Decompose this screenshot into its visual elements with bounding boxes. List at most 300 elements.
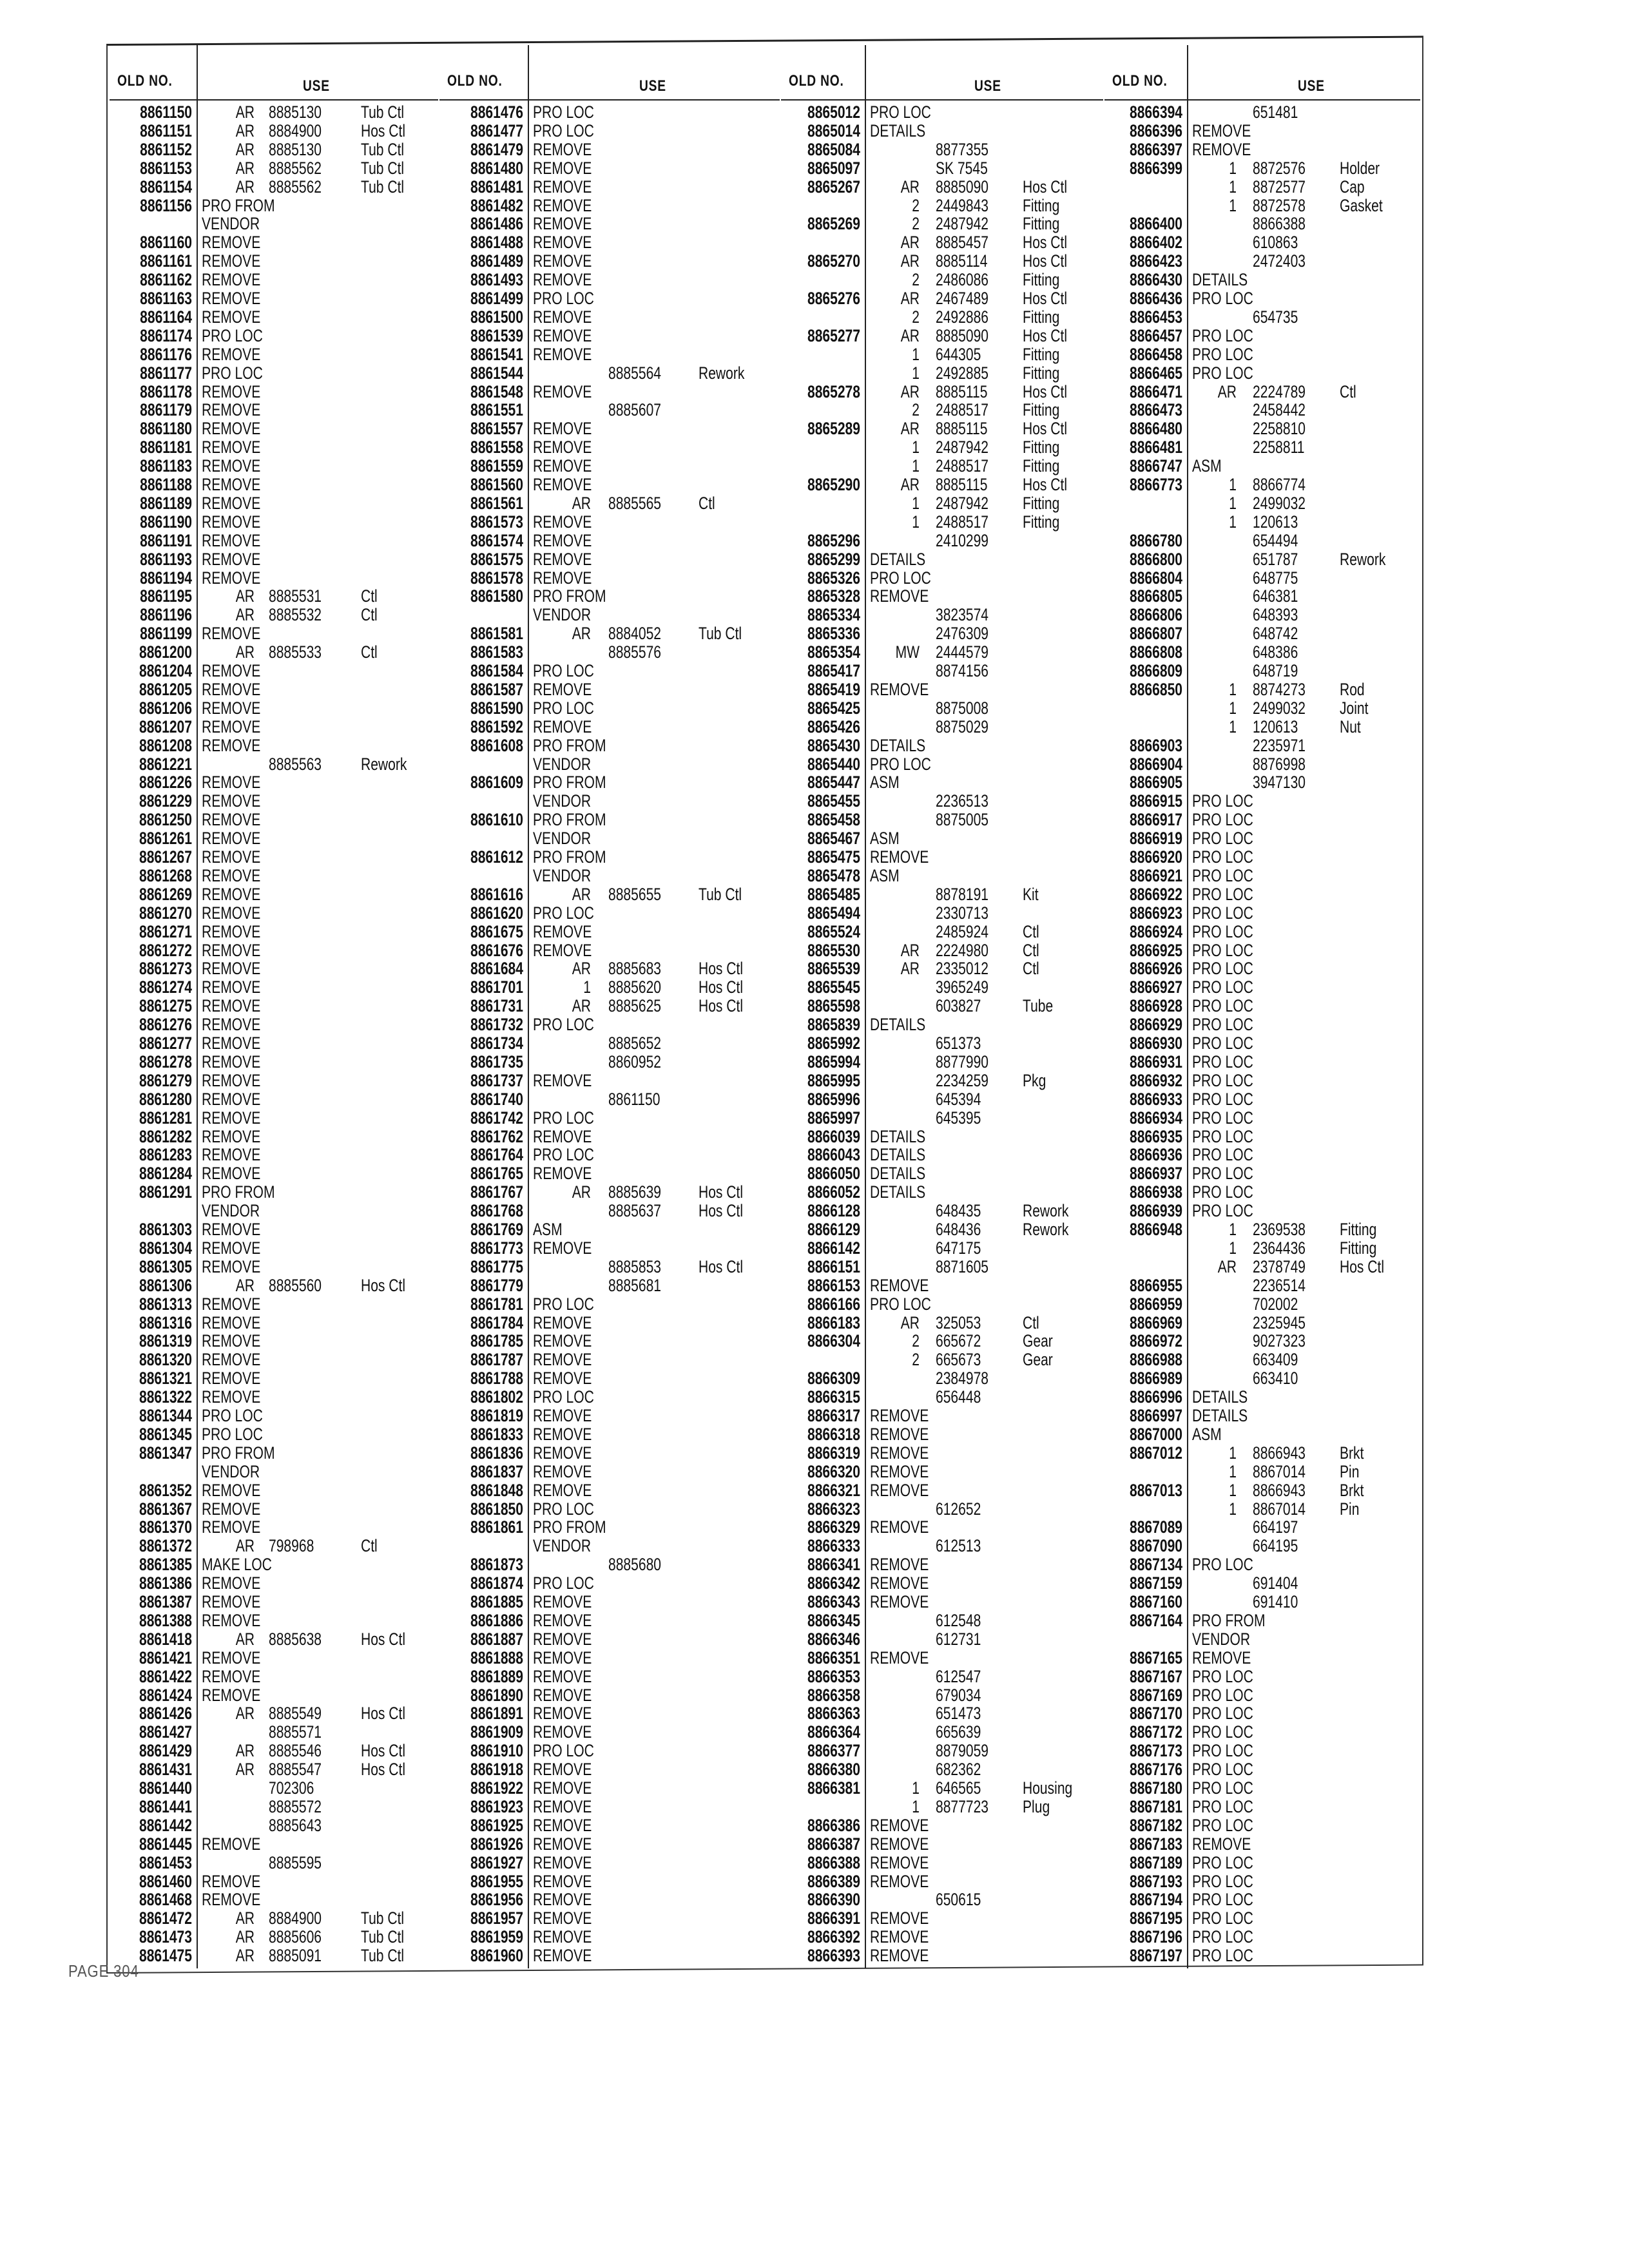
quantity: AR — [235, 1704, 255, 1724]
use-note: DETAILS — [870, 1126, 926, 1146]
new-number: 120613 — [1253, 716, 1298, 736]
description: Hos Ctl — [1023, 381, 1068, 401]
old-number: 8866939 — [1130, 1201, 1182, 1221]
quantity: AR — [235, 1946, 255, 1966]
quantity: 2 — [912, 270, 920, 290]
old-number: 8861291 — [139, 1182, 192, 1202]
use-note: VENDOR — [533, 791, 592, 811]
use-note: REMOVE — [533, 1908, 592, 1928]
new-number: 8885638 — [269, 1629, 322, 1649]
description: Fitting — [1023, 270, 1060, 290]
use-note: PRO LOC — [533, 1294, 594, 1314]
old-number: 8866989 — [1130, 1369, 1182, 1389]
use-note: REMOVE — [533, 1312, 592, 1332]
old-number: 8866343 — [807, 1592, 860, 1611]
description: Rework — [699, 363, 745, 383]
old-number: 8866153 — [807, 1275, 860, 1295]
use-note: REMOVE — [202, 419, 261, 439]
use-note: PRO LOC — [1192, 363, 1253, 383]
old-no-divider — [528, 45, 529, 1968]
old-number: 8865478 — [807, 865, 860, 885]
new-number: 8885130 — [269, 102, 322, 122]
use-note: PRO LOC — [533, 1015, 594, 1035]
new-number: 648386 — [1253, 642, 1298, 662]
new-number: 8876998 — [1253, 754, 1306, 774]
new-number: 682362 — [936, 1760, 981, 1780]
old-number: 8867197 — [1130, 1946, 1182, 1966]
old-number: 8866850 — [1130, 679, 1182, 699]
old-number: 8866387 — [807, 1834, 860, 1854]
new-number: 8874156 — [936, 661, 988, 680]
old-number: 8867167 — [1130, 1666, 1182, 1686]
new-number: 8885652 — [608, 1033, 661, 1053]
new-number: 2487942 — [936, 493, 988, 513]
quantity: AR — [900, 940, 920, 960]
quantity: AR — [900, 177, 920, 197]
old-number: 8866423 — [1130, 251, 1182, 271]
use-note: PRO LOC — [533, 102, 594, 122]
new-number: 645394 — [936, 1089, 981, 1109]
new-number: 2364436 — [1253, 1238, 1306, 1258]
use-note: REMOVE — [202, 1685, 261, 1705]
old-number: 8866363 — [807, 1704, 860, 1724]
old-number: 8861581 — [470, 624, 523, 644]
description: Fitting — [1340, 1238, 1377, 1258]
old-number: 8861344 — [139, 1406, 192, 1425]
use-note: PRO LOC — [202, 363, 263, 383]
use-note: REMOVE — [202, 810, 261, 830]
old-number: 8861321 — [139, 1369, 192, 1389]
description: Rework — [1023, 1220, 1069, 1239]
old-number: 8867172 — [1130, 1722, 1182, 1742]
quantity: AR — [235, 1760, 255, 1780]
old-number: 8861620 — [470, 903, 523, 923]
old-number: 8861557 — [470, 419, 523, 439]
old-number: 8861272 — [139, 940, 192, 960]
old-number: 8865994 — [807, 1052, 860, 1072]
use-note: PRO LOC — [1192, 1070, 1253, 1090]
new-number: 651473 — [936, 1704, 981, 1724]
old-number: 8861482 — [470, 195, 523, 215]
old-number: 8861769 — [470, 1220, 523, 1239]
old-no-divider — [865, 45, 866, 1968]
old-number: 8866905 — [1130, 773, 1182, 793]
old-number: 8861205 — [139, 679, 192, 699]
old-number: 8861468 — [139, 1890, 192, 1910]
old-number: 8866921 — [1130, 865, 1182, 885]
new-number: 646381 — [1253, 586, 1298, 606]
header-rule — [110, 99, 438, 101]
description: Rework — [1340, 549, 1386, 569]
new-number: 2325945 — [1253, 1312, 1306, 1332]
old-number: 8866453 — [1130, 307, 1182, 327]
old-number: 8865014 — [807, 120, 860, 140]
use-note: REMOVE — [202, 270, 261, 290]
old-number: 8861274 — [139, 977, 192, 997]
use-note: REMOVE — [533, 1685, 592, 1705]
old-number: 8861273 — [139, 959, 192, 979]
new-number: 2488517 — [936, 456, 988, 476]
use-note: REMOVE — [533, 456, 592, 476]
use-note: PRO LOC — [1192, 1722, 1253, 1742]
old-number: 8866351 — [807, 1648, 860, 1667]
use-note: REMOVE — [533, 568, 592, 588]
description: Rework — [361, 754, 407, 774]
new-number: 610863 — [1253, 233, 1298, 253]
old-number: 8861558 — [470, 437, 523, 457]
new-number: 2467489 — [936, 289, 988, 308]
quantity: AR — [235, 1536, 255, 1556]
new-number: 665672 — [936, 1331, 981, 1351]
use-note: REMOVE — [533, 716, 592, 736]
old-no-header: OLD NO. — [117, 72, 173, 90]
use-note: PRO LOC — [1192, 1108, 1253, 1128]
use-note: REMOVE — [533, 307, 592, 327]
use-note: PRO FROM — [533, 810, 606, 830]
use-note: VENDOR — [533, 865, 592, 885]
old-number: 8861889 — [470, 1666, 523, 1686]
old-number: 8861768 — [470, 1201, 523, 1221]
new-number: 646565 — [936, 1778, 981, 1798]
quantity: AR — [900, 1312, 920, 1332]
new-number: 2224789 — [1253, 381, 1306, 401]
description: Tube — [1023, 996, 1054, 1016]
description: Ctl — [1340, 381, 1356, 401]
old-number: 8861732 — [470, 1015, 523, 1035]
use-note: REMOVE — [533, 344, 592, 364]
use-note: VENDOR — [1192, 1629, 1251, 1649]
description: Ctl — [361, 605, 378, 625]
new-number: 665673 — [936, 1350, 981, 1370]
old-number: 8866436 — [1130, 289, 1182, 308]
old-number: 8865430 — [807, 735, 860, 755]
use-note: PRO LOC — [1192, 1033, 1253, 1053]
old-number: 8861735 — [470, 1052, 523, 1072]
old-number: 8866800 — [1130, 549, 1182, 569]
use-note: PRO LOC — [1192, 1164, 1253, 1184]
new-number: 325053 — [936, 1312, 981, 1332]
quantity: 2 — [912, 195, 920, 215]
description: Hos Ctl — [361, 120, 406, 140]
old-number: 8861206 — [139, 698, 192, 718]
description: Ctl — [1023, 940, 1039, 960]
use-note: PRO LOC — [1192, 884, 1253, 904]
old-number: 8861207 — [139, 716, 192, 736]
old-number: 8866304 — [807, 1331, 860, 1351]
old-number: 8861280 — [139, 1089, 192, 1109]
old-number: 8861180 — [140, 419, 192, 439]
new-number: 2444579 — [936, 642, 988, 662]
use-note: REMOVE — [533, 1722, 592, 1742]
quantity: AR — [572, 884, 591, 904]
old-number: 8861421 — [139, 1648, 192, 1667]
old-number: 8866052 — [807, 1182, 860, 1202]
old-number: 8865458 — [807, 810, 860, 830]
new-number: 8885680 — [608, 1555, 661, 1575]
use-note: PRO LOC — [533, 1387, 594, 1407]
quantity: AR — [900, 233, 920, 253]
use-note: DETAILS — [1192, 270, 1248, 290]
old-number: 8866807 — [1130, 624, 1182, 644]
old-number: 8866997 — [1130, 1406, 1182, 1425]
old-number: 8861181 — [140, 437, 192, 457]
old-number: 8861154 — [140, 177, 192, 197]
old-number: 8866925 — [1130, 940, 1182, 960]
old-number: 8861910 — [470, 1741, 523, 1761]
new-number: 702002 — [1253, 1294, 1298, 1314]
new-number: 645395 — [936, 1108, 981, 1128]
old-number: 8867089 — [1130, 1517, 1182, 1537]
new-number: 8885563 — [269, 754, 322, 774]
old-number: 8861888 — [470, 1648, 523, 1667]
new-number: 8866388 — [1253, 214, 1306, 234]
use-note: REMOVE — [870, 1517, 929, 1537]
old-number: 8866389 — [807, 1871, 860, 1891]
new-number: 8885595 — [269, 1852, 322, 1872]
old-number: 8861890 — [470, 1685, 523, 1705]
description: Fitting — [1023, 195, 1060, 215]
use-note: REMOVE — [533, 1666, 592, 1686]
old-number: 8866381 — [807, 1778, 860, 1798]
old-number: 8861918 — [470, 1760, 523, 1780]
new-number: 8867014 — [1253, 1461, 1306, 1481]
use-note: REMOVE — [202, 344, 261, 364]
new-number: 8885115 — [936, 419, 988, 439]
use-note: REMOVE — [533, 381, 592, 401]
description: Tub Ctl — [699, 884, 742, 904]
old-number: 8866151 — [807, 1256, 860, 1276]
use-note: DETAILS — [870, 1015, 926, 1035]
new-number: 2235971 — [1253, 735, 1306, 755]
use-note: VENDOR — [533, 605, 592, 625]
new-number: 648393 — [1253, 605, 1298, 625]
use-header: USE — [1298, 77, 1325, 95]
quantity: 1 — [1229, 195, 1237, 215]
old-number: 8861955 — [470, 1871, 523, 1891]
use-note: REMOVE — [202, 791, 261, 811]
old-number: 8861959 — [470, 1927, 523, 1947]
old-number: 8861473 — [139, 1927, 192, 1947]
new-number: 8861150 — [608, 1089, 660, 1109]
old-number: 8866319 — [807, 1443, 860, 1463]
old-number: 8866473 — [1130, 400, 1182, 420]
description: Hos Ctl — [1023, 177, 1068, 197]
use-note: REMOVE — [870, 1424, 929, 1444]
quantity: 1 — [1229, 475, 1237, 494]
old-number: 8867164 — [1130, 1610, 1182, 1630]
old-number: 8861152 — [140, 139, 192, 159]
new-number: 2487942 — [936, 437, 988, 457]
old-number: 8861784 — [470, 1312, 523, 1332]
old-number: 8866933 — [1130, 1089, 1182, 1109]
use-note: VENDOR — [533, 1536, 592, 1556]
old-number: 8861367 — [139, 1499, 192, 1519]
new-number: 648775 — [1253, 568, 1298, 588]
use-note: REMOVE — [202, 1350, 261, 1370]
old-number: 8861488 — [470, 233, 523, 253]
use-note: PRO LOC — [533, 120, 594, 140]
use-note: REMOVE — [202, 996, 261, 1016]
quantity: AR — [235, 1908, 255, 1928]
old-number: 8861190 — [140, 512, 192, 532]
use-note: PRO LOC — [533, 698, 594, 718]
old-number: 8867159 — [1130, 1573, 1182, 1593]
old-number: 8866457 — [1130, 325, 1182, 345]
use-note: PRO LOC — [1192, 1089, 1253, 1109]
description: Hos Ctl — [1023, 251, 1068, 271]
new-number: 2486086 — [936, 270, 988, 290]
new-number: 2488517 — [936, 400, 988, 420]
new-number: 8875005 — [936, 810, 988, 830]
old-number: 8866315 — [807, 1387, 860, 1407]
quantity: AR — [1217, 1256, 1237, 1276]
quantity: 2 — [912, 400, 920, 420]
old-number: 8866935 — [1130, 1126, 1182, 1146]
old-number: 8866926 — [1130, 959, 1182, 979]
old-number: 8861676 — [470, 940, 523, 960]
new-number: 2488517 — [936, 512, 988, 532]
use-note: REMOVE — [533, 1406, 592, 1425]
description: Tub Ctl — [361, 158, 405, 178]
old-number: 8867196 — [1130, 1927, 1182, 1947]
quantity: 1 — [1229, 512, 1237, 532]
old-number: 8861734 — [470, 1033, 523, 1053]
old-number: 8866937 — [1130, 1164, 1182, 1184]
use-note: REMOVE — [202, 1610, 261, 1630]
old-number: 8861925 — [470, 1815, 523, 1835]
use-note: REMOVE — [202, 1164, 261, 1184]
use-note: REMOVE — [533, 475, 592, 494]
old-number: 8861193 — [140, 549, 192, 569]
old-number: 8866471 — [1130, 381, 1182, 401]
old-number: 8861208 — [139, 735, 192, 755]
use-note: REMOVE — [533, 1350, 592, 1370]
old-number: 8861775 — [470, 1256, 523, 1276]
use-note: REMOVE — [202, 1015, 261, 1035]
old-number: 8861578 — [470, 568, 523, 588]
use-note: DETAILS — [870, 735, 926, 755]
use-note: PRO LOC — [1192, 1145, 1253, 1165]
old-number: 8861493 — [470, 270, 523, 290]
old-number: 8866969 — [1130, 1312, 1182, 1332]
use-note: REMOVE — [870, 1275, 929, 1295]
old-number: 8866393 — [807, 1946, 860, 1966]
old-number: 8866988 — [1130, 1350, 1182, 1370]
old-number: 8861188 — [140, 475, 192, 494]
old-number: 8866922 — [1130, 884, 1182, 904]
use-note: REMOVE — [202, 921, 261, 941]
old-number: 8861199 — [140, 624, 192, 644]
old-number: 8866932 — [1130, 1070, 1182, 1090]
use-note: PRO LOC — [1192, 1126, 1253, 1146]
use-note: DETAILS — [1192, 1387, 1248, 1407]
use-note: REMOVE — [533, 679, 592, 699]
old-no-divider — [197, 45, 198, 1968]
use-note: PRO LOC — [533, 903, 594, 923]
use-note: REMOVE — [533, 158, 592, 178]
old-number: 8861221 — [139, 754, 192, 774]
old-number: 8861781 — [470, 1294, 523, 1314]
old-number: 8861956 — [470, 1890, 523, 1910]
old-number: 8866396 — [1130, 120, 1182, 140]
use-note: PRO LOC — [1192, 903, 1253, 923]
new-number: 665639 — [936, 1722, 981, 1742]
use-note: REMOVE — [202, 456, 261, 476]
old-number: 8861163 — [140, 289, 192, 308]
use-note: REMOVE — [202, 1033, 261, 1053]
old-number: 8865598 — [807, 996, 860, 1016]
new-number: 2458442 — [1253, 400, 1306, 420]
use-note: PRO LOC — [1192, 996, 1253, 1016]
old-number: 8861460 — [139, 1871, 192, 1891]
new-number: 8885532 — [269, 605, 322, 625]
new-number: 691404 — [1253, 1573, 1298, 1593]
use-note: PRO FROM — [533, 1517, 606, 1537]
new-number: 8885576 — [608, 642, 661, 662]
use-note: REMOVE — [1192, 139, 1251, 159]
old-number: 8861164 — [140, 307, 192, 327]
old-number: 8866358 — [807, 1685, 860, 1705]
use-note: PRO LOC — [533, 1108, 594, 1128]
old-number: 8861189 — [140, 493, 192, 513]
quantity: 2 — [912, 1350, 920, 1370]
old-number: 8861427 — [139, 1722, 192, 1742]
old-number: 8861575 — [470, 549, 523, 569]
old-number: 8861960 — [470, 1946, 523, 1966]
old-number: 8865440 — [807, 754, 860, 774]
use-note: REMOVE — [202, 903, 261, 923]
use-note: REMOVE — [870, 847, 929, 867]
quantity: AR — [572, 996, 591, 1016]
new-number: 702306 — [269, 1778, 314, 1798]
use-note: REMOVE — [533, 940, 592, 960]
new-number: 8885571 — [269, 1722, 322, 1742]
old-number: 8861322 — [139, 1387, 192, 1407]
old-number: 8867176 — [1130, 1760, 1182, 1780]
quantity: 1 — [912, 344, 920, 364]
old-number: 8866318 — [807, 1424, 860, 1444]
use-note: REMOVE — [202, 1331, 261, 1351]
new-number: 2492885 — [936, 363, 988, 383]
old-number: 8865289 — [807, 419, 860, 439]
use-note: REMOVE — [202, 530, 261, 550]
old-no-header: OLD NO. — [447, 72, 503, 90]
use-note: DETAILS — [870, 120, 926, 140]
use-note: REMOVE — [533, 921, 592, 941]
old-number: 8861574 — [470, 530, 523, 550]
description: Kit — [1023, 884, 1039, 904]
old-number: 8861441 — [139, 1796, 192, 1816]
new-number: 612731 — [936, 1629, 981, 1649]
old-number: 8866972 — [1130, 1331, 1182, 1351]
old-number: 8867165 — [1130, 1648, 1182, 1667]
quantity: 1 — [912, 1796, 920, 1816]
old-number: 8861418 — [139, 1629, 192, 1649]
quantity: AR — [572, 959, 591, 979]
old-number: 8861701 — [470, 977, 523, 997]
old-no-divider — [1187, 45, 1188, 1968]
quantity: 2 — [912, 307, 920, 327]
old-number: 8861305 — [139, 1256, 192, 1276]
quantity: AR — [235, 120, 255, 140]
new-number: 8885546 — [269, 1741, 322, 1761]
old-number: 8861541 — [470, 344, 523, 364]
old-number: 8861561 — [470, 493, 523, 513]
old-number: 8866323 — [807, 1499, 860, 1519]
old-number: 8861610 — [470, 810, 523, 830]
use-header: USE — [303, 77, 330, 95]
new-number: 612547 — [936, 1666, 981, 1686]
